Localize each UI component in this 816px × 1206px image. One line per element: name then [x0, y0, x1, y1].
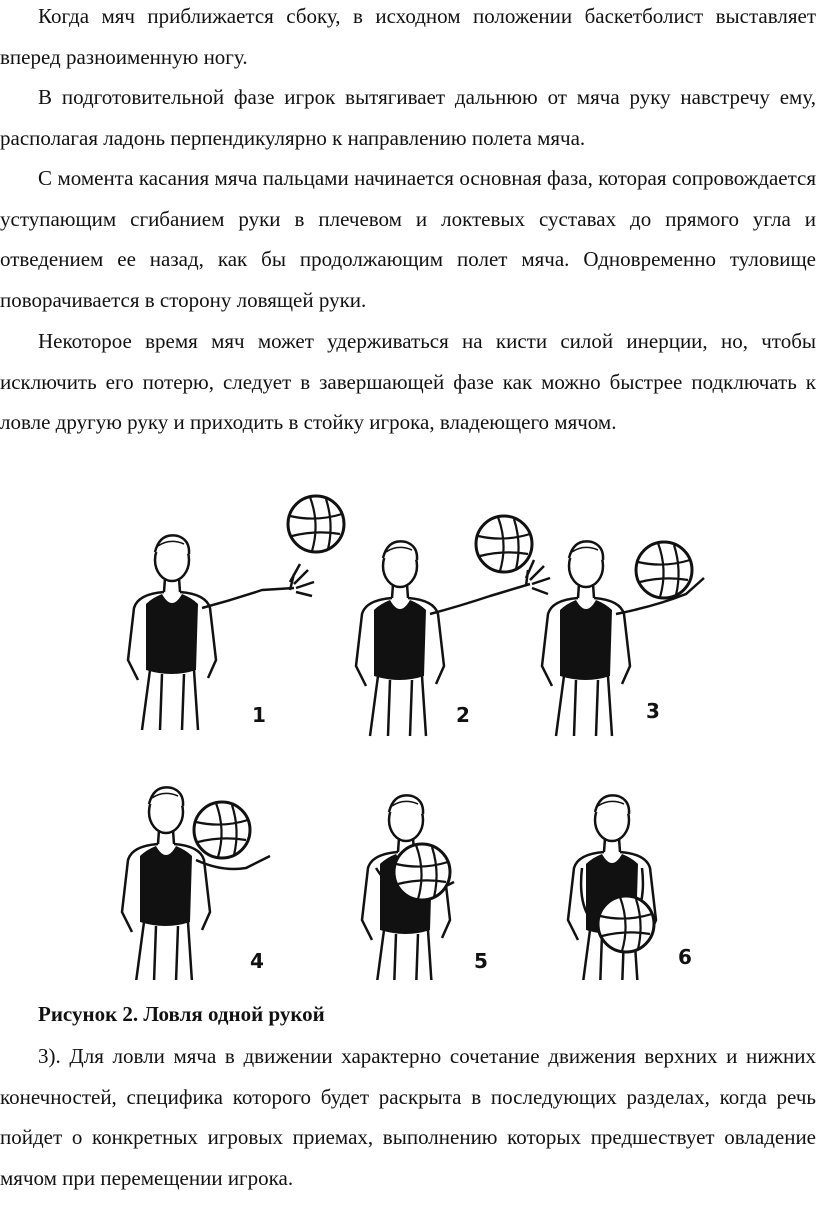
frame-6: [568, 795, 656, 980]
ball-6: [598, 896, 654, 952]
figure-caption: Рисунок 2. Ловля одной рукой: [38, 1002, 325, 1026]
ball-3: [636, 542, 692, 598]
ball-1: [288, 496, 344, 552]
basketball-catch-sequence-illustration: [100, 490, 816, 980]
figure-illustration: [100, 490, 816, 980]
ball-2: [476, 516, 532, 572]
ball-5: [394, 844, 450, 900]
paragraph-1: Когда мяч приближается сбоку, в исходном положении баскетболист выставляет вперед разноименную ногу.: [0, 4, 816, 69]
paragraph-2: В подготовительной фазе игрок вытягивает дальнюю от мяча руку навстречу ему, располагая ладонь перпендикулярно к направлению полета мяча.: [0, 85, 816, 150]
frame-1: [128, 535, 314, 730]
frame-number-3: 3: [646, 699, 660, 723]
paragraph-4: Некоторое время мяч может удерживаться на кисти силой инерции, но, чтобы исключить его потерю, следует в завершающей фазе как можно быстрее подключать к ловле другую руку и приходить в стойку игрока, владеющего мячом.: [0, 329, 816, 435]
frame-number-2: 2: [456, 703, 470, 727]
frame-number-4: 4: [250, 949, 264, 973]
paragraph-5: 3). Для ловли мяча в движении характерно сочетание движения верхних и нижних конечностей, специфика которого будет раскрыта в последующих разделах, когда речь пойдет о конкретных игровых приемах, выполнению которых предшествует овладение мячом при перемещении игрока.: [0, 1044, 816, 1190]
frame-2: [356, 541, 550, 736]
paragraph-3: С момента касания мяча пальцами начинается основная фаза, которая сопровождается уступающим сгибанием руки в плечевом и локтевых суставах до прямого угла и отведением ее назад, как бы продолжающим полет мяча. Одновременно туловище поворачивается в сторону ловящей руки.: [0, 166, 816, 312]
frame-number-5: 5: [474, 949, 488, 973]
frame-number-6: 6: [678, 945, 692, 969]
ball-4: [194, 802, 250, 858]
frame-number-1: 1: [252, 703, 266, 727]
